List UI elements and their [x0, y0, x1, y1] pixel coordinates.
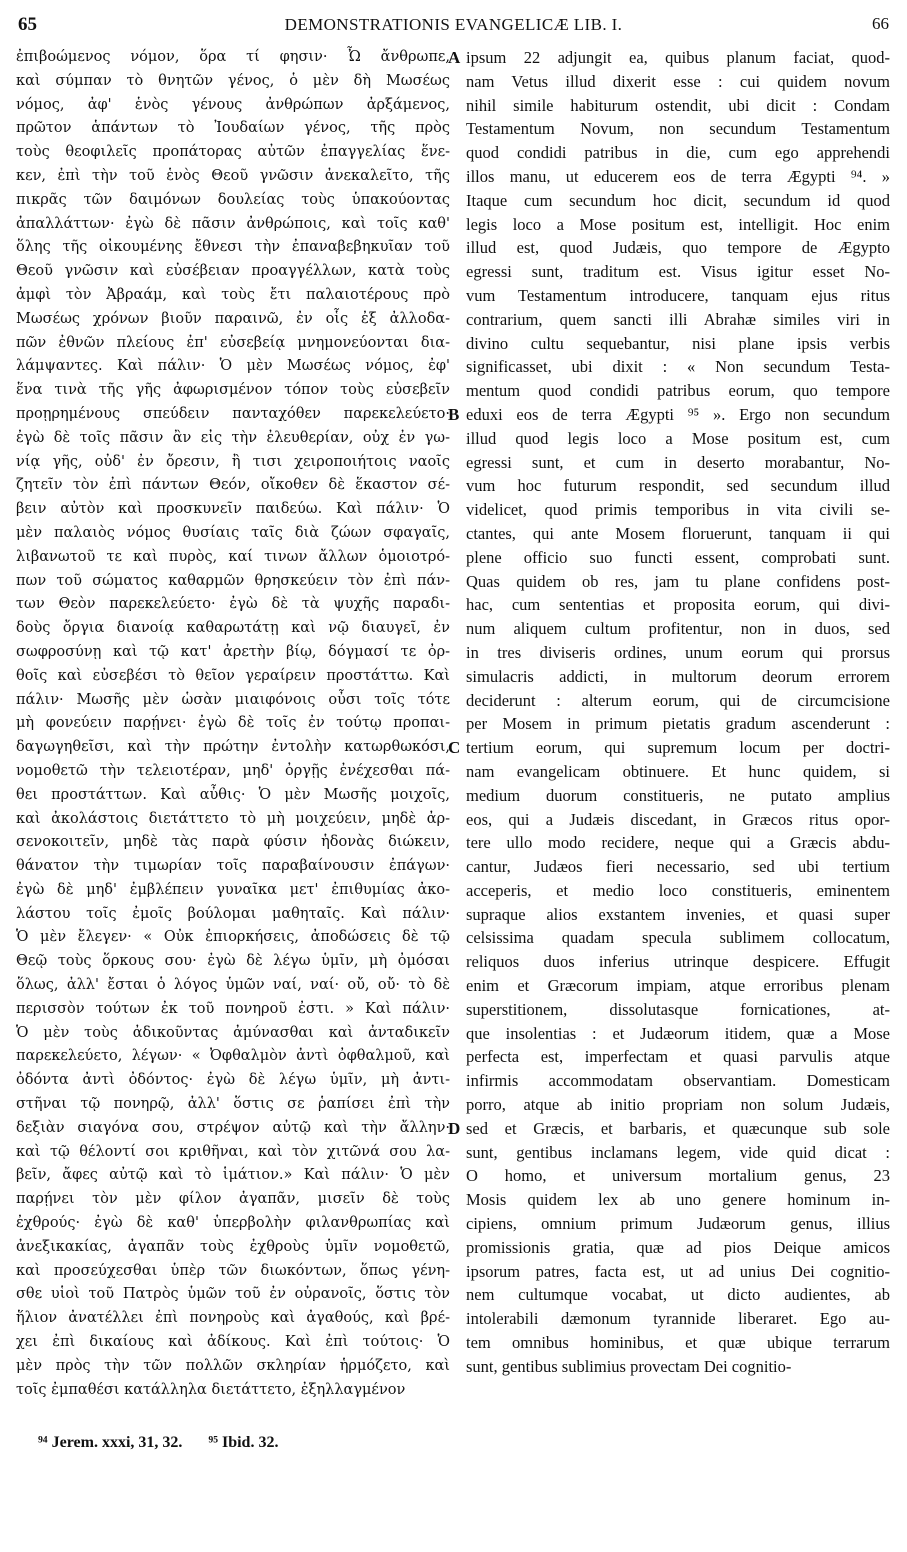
- greek-text-line: ζητεῖν τὸν ἐπὶ πάντων Θεόν, οἴκοθεν δὲ ἕκαστον σέ-: [16, 477, 450, 494]
- greek-text-line: τοὺς θεοφιλεῖς προπάτορας αὐτῶν ἐπαγγελίας ἕνε-: [16, 144, 450, 161]
- greek-text-line: σενοκοιτεῖν, μηδὲ τὰς παρὰ φύσιν ἡδονὰς διώκειν,: [16, 834, 450, 851]
- latin-text-line: egressi sunt, traditum est. Visus igitur esset No-: [466, 262, 890, 282]
- greek-text-line: Θεοῦ γνῶσιν καὶ εὐσέβειαν προαγγέλλων, κατὰ τοὺς: [16, 263, 450, 280]
- greek-text-line: Ὁ μὲν τοὺς ἀδικοῦντας ἀμύνασθαι καὶ ἀνταδικεῖν: [16, 1024, 450, 1041]
- margin-letter: C: [448, 738, 461, 758]
- latin-text-line: plene officio suo functi essent, comprobati sunt.: [466, 547, 890, 567]
- greek-text-line: νίᾳ γῆς, οὐδ' ἐν ὄρεσιν, ἢ τισι χειροποιήτοις ναοῖς: [16, 453, 450, 470]
- greek-text-line: βεῖν, ἄφες αὐτῷ καὶ τὸ ἱμάτιον.» Καὶ πάλιν· Ὁ μὲν: [16, 1167, 450, 1184]
- latin-text-column: [466, 46, 890, 1379]
- greek-text-line: ἕνα τινὰ τῆς γῆς ἀφωρισμένον τόπον τοὺς εὐσεβεῖν: [16, 382, 450, 399]
- latin-text-line: per Mosem in primum pietatis gradum ascenderunt :: [466, 714, 890, 734]
- latin-text-line: O homo, et universum mortalium genus, 23: [466, 1166, 890, 1186]
- margin-letter: A: [448, 48, 461, 67]
- greek-text-line: πων τοῦ σώματος καθαρμῶν θρησκεύειν τὸν ἐπὶ πάν-: [16, 572, 450, 589]
- margin-letter: D: [448, 1119, 461, 1138]
- greek-text-line: θει προστάττων. Καὶ αὖθις· Ὁ μὲν Μωσῆς μοιχοῖς,: [16, 786, 450, 803]
- latin-text-line: intolerabili dæmonum tyrannide liberaret. Ego au-: [466, 1309, 890, 1329]
- greek-text-line: λιβανωτοῦ τε καὶ πυρὸς, καί τινων ἄλλων ὁμοιοτρό-: [16, 548, 450, 565]
- greek-text-line: στῆναι τῷ πονηρῷ, ἀλλ' ὅστις σε ῥαπίσει ἐπὶ τὴν: [16, 1096, 450, 1113]
- latin-text-line: tere ullo modo recidere, neque qui a Græcis abdu-: [466, 833, 890, 853]
- footnote: ⁹⁴ Jerem. xxxi, 31, 32.: [38, 1434, 183, 1451]
- greek-text-line: ὀδόντα ἀντὶ ὀδόντος· ἐγὼ δὲ λέγω ὑμῖν, μὴ ἀντι-: [16, 1072, 450, 1089]
- greek-text-line: ἀπαλλάττων· ἐγὼ δὲ πᾶσιν ἀνθρώποις, καὶ τοῖς καθ': [16, 215, 450, 232]
- greek-text-line: καὶ ἀκολάστοις διετάττετο τὸ μὴ μοιχεύειν, μηδὲ ἀρ-: [16, 810, 450, 827]
- greek-text-line: βειν αὐτὸν καὶ προσκυνεῖν παιδεύω. Καὶ πάλιν· Ὁ: [16, 501, 450, 518]
- greek-text-line: ἥλιον ἀνατέλλει ἐπὶ πονηροὺς καὶ ἀγαθούς, καὶ βρέ-: [16, 1310, 450, 1327]
- latin-text-line: sunt, gentibus inclamans legem, vide quid dicat :: [466, 1142, 890, 1162]
- greek-text-line: χει ἐπὶ δικαίους καὶ ἀδίκους. Καὶ ἐπὶ τούτοις· Ὁ: [16, 1334, 450, 1351]
- latin-text-line: promissionis gratia, quæ ad pios Deique amicos: [466, 1237, 890, 1257]
- greek-text-line: κεν, ἐπὶ τὴν τοῦ ἑνὸς Θεοῦ γνῶσιν ἀνεκαλεῖτο, τῆς: [16, 167, 450, 184]
- latin-text-line: simulacris addicti, in multorum deorum errorem: [466, 666, 890, 686]
- footnote: ⁹⁵ Ibid. 32.: [208, 1434, 279, 1451]
- greek-text-line: πρῶτον ἁπάντων τὸ Ἰουδαίων γένος, τῆς πρὸς: [16, 120, 450, 137]
- greek-text-line: δοὺς ὄργια διανοίᾳ καθαρωτάτῃ καὶ νῷ διαυγεῖ, ἐν: [16, 620, 450, 637]
- greek-text-line: νομοθετῶ τὴν τελειοτέραν, μηδ' ὀργῇς ἐνέχεσθαι πά-: [16, 762, 450, 779]
- greek-text-line: ἐπιβοώμενος νόμον, ὅρα τί φησιν· Ὦ ἄνθρωπε,: [16, 49, 450, 65]
- page-number-left: 65: [18, 14, 37, 35]
- latin-text-line: tem omnibus hominibus, et quæ ubique terrarum: [466, 1333, 890, 1353]
- greek-text-line: ὅλης τῆς οἰκουμένης ἔθνεσι τὴν ἐπαναβεβηκυῖαν τοῦ: [16, 239, 450, 256]
- greek-text-line: σωφροσύνῃ καὶ τῷ κατ' ἀρετὴν βίῳ, δόγμασί τε ὀρ-: [16, 643, 450, 660]
- latin-text-line: ipsorum patres, facta est, ut ad unius Dei cognitio-: [466, 1261, 890, 1281]
- latin-text-line: vum hoc futurum respondit, sed secundum illud: [466, 476, 890, 496]
- latin-text-line: legis loco a Mose positum est, intelligit. Hoc enim: [466, 214, 890, 234]
- latin-text-line: perfecta est, imperfectam et quasi parvulis atque: [466, 1047, 890, 1067]
- greek-text-line: καὶ τῷ θέλοντί σοι κριθῆναι, καὶ τὸν χιτῶνά σου λα-: [16, 1143, 450, 1160]
- greek-text-line: λάστου τοῖς ἐμοῖς βούλομαι μαθηταῖς. Καὶ πάλιν·: [16, 905, 450, 922]
- latin-text-line: porro, atque ab initio propriam non solum Judæis,: [466, 1095, 890, 1115]
- greek-text-line: θοῖς καὶ εὐσεβέσι τὸ θεῖον γεραίρειν προστάττω. Καὶ: [16, 667, 450, 684]
- latin-text-line: nam evangelicam obtinuere. Et hunc quidem, si: [466, 761, 890, 781]
- greek-text-line: των Θεὸν παρεκελεύετο· ἐγὼ δὲ τὰ ψυχῆς παραδι-: [16, 596, 450, 613]
- latin-text-line: medium duorum constitueris, ne putato amplius: [466, 785, 890, 805]
- latin-text-line: eos, qui a Judæis discedant, in Græcos ritus opor-: [466, 809, 890, 829]
- greek-text-line: ἐχθρούς· ἐγὼ δὲ καθ' ὑπερβολὴν φιλανθρωπίας καὶ: [16, 1215, 450, 1232]
- greek-text-line: μὴ φονεύειν παρῄνει· ἐγὼ δὲ τοῖς ἐν τούτῳ προπαι-: [16, 715, 450, 732]
- latin-text-line: superstitionem, dissolutasque fornicationes, at-: [466, 999, 890, 1019]
- running-title: DEMONSTRATIONIS EVANGELICÆ LIB. I.: [284, 15, 623, 34]
- greek-text-column: [16, 46, 450, 1402]
- latin-text-line: supraque alios exstantem invenies, et quasi super: [466, 904, 890, 924]
- greek-text-line: τοῖς ἐμπαθέσι κατάλληλα διετάττετο, ἐξηλλαγμένον: [16, 1381, 406, 1398]
- latin-text-line: videlicet, quod primis temporibus in vita civili se-: [466, 500, 890, 520]
- greek-text-line: ἀμφὶ τὸν Ἀβραάμ, καὶ τοὺς ἔτι παλαιοτέρους πρὸ: [16, 286, 450, 303]
- greek-text-line: περισσὸν τούτων ἐκ τοῦ πονηροῦ ἐστι. » Καὶ πάλιν·: [16, 1000, 450, 1017]
- greek-text-line: προῃρημένους σπεύδειν πανταχόθεν παρεκελεύετο·: [16, 405, 450, 422]
- latin-text-line: divino cultu sequebantur, nisi plane ipsis verbis: [466, 333, 890, 353]
- latin-text-line: Mosis quidem lex ab uno genere hominum in-: [466, 1190, 890, 1210]
- latin-text-line: contrarium, quem sancti illi Abrahæ similes viri in: [466, 309, 890, 329]
- greek-text-line: ἐγὼ δὲ τοῖς πᾶσιν ἂν εἰς τὴν ἐλευθερίαν, οὐχ ἐν γω-: [16, 429, 450, 446]
- greek-text-line: ὅλως, ἀλλ' ἔσται ὁ λόγος ὑμῶν ναί, ναί· οὔ, οὔ· τὸ δὲ: [16, 977, 450, 994]
- greek-text-line: δαγωγηθεῖσι, καὶ τὴν πρώτην ἐντολὴν κατωρθωκόσι,: [16, 739, 450, 756]
- latin-text-line: tertium eorum, qui supremum locum per doctri-: [466, 738, 890, 758]
- latin-text-line: significasset, ubi dixit : « Non secundum Testa-: [466, 357, 890, 377]
- greek-text-line: Μωσέως χρόνων βιοῦν παραινῶ, ἐν οἷς ἐξ ἀλλοδα-: [16, 310, 450, 327]
- latin-text-line: quod condidi patribus in die, cum ego apprehendi: [466, 143, 890, 163]
- latin-text-line: ctantes, qui ante Mosem floruerunt, tanquam ii qui: [466, 523, 890, 543]
- latin-text-line: acceperis, et medio loco constitueris, eminentem: [466, 880, 890, 900]
- latin-text-line: ipsum 22 adjungit ea, quibus planum faciat, quod-: [466, 48, 890, 67]
- latin-text-line: Testamentum Novum, non secundum Testamentum: [466, 119, 890, 139]
- page-number-right: 66: [872, 14, 889, 33]
- latin-text-line: illos manu, ut educerem eos de terra Ægypti ⁹⁴. »: [466, 166, 890, 186]
- greek-text-line: δεξιὰν σιαγόνα σου, στρέψον αὐτῷ καὶ τὴν ἄλλην·: [16, 1119, 450, 1136]
- latin-text-line: Itaque cum secundum hoc dicit, secundum id quod: [466, 190, 890, 210]
- greek-text-line: καὶ προσεύχεσθαι ὑπὲρ τῶν διωκόντων, ὅπως γένη-: [16, 1262, 450, 1279]
- greek-text-line: ἐγὼ δὲ μηδ' ἐμβλέπειν γυναῖκα μετ' ἐπιθυμίας ἀκο-: [16, 881, 450, 898]
- latin-text-line: que insolentias : et Judæorum itidem, quæ a Mose: [466, 1023, 890, 1043]
- greek-text-line: μὲν παλαιὸς νόμος θυσίαις ταῖς διὰ ζώων σφαγαῖς,: [16, 524, 450, 541]
- latin-text-line: illud est, quod Judæis, quo tempore de Ægypto: [466, 238, 890, 258]
- latin-text-line: hac, cum sententias et proposita eorum, qui divi-: [466, 595, 890, 615]
- greek-text-line: καὶ σύμπαν τὸ θνητῶν γένος, ὁ μὲν δὴ Μωσέως: [16, 72, 450, 89]
- running-header: [18, 14, 889, 40]
- latin-text-line: illud quod legis loco a Mose positum est, cum: [466, 428, 890, 448]
- latin-text-line: Quas quidem ob res, jam tu plane confidens post-: [466, 571, 890, 591]
- greek-text-line: λάμψαντες. Καὶ πάλιν· Ὁ μὲν Μωσέως νόμος, ἐφ': [16, 358, 450, 375]
- greek-text-line: πικρᾶς τῶν δαιμόνων δουλείας τοὺς ὑπακούοντας: [16, 191, 450, 208]
- latin-text-line: sunt, gentibus sublimius provectam Dei cognitio-: [466, 1356, 792, 1376]
- greek-text-line: μὲν πρὸς τὴν τῶν πολλῶν σκληρίαν ἡρμόζετο, καὶ: [16, 1357, 450, 1374]
- margin-letter: B: [448, 405, 460, 424]
- greek-text-line: πῶν ἐθνῶν πλείους ἐπ' εὐσεβείᾳ μνημονεύονται δια-: [16, 334, 450, 351]
- latin-text-line: in tres diviseris ordines, unum eorum qui prorsus: [466, 642, 890, 662]
- latin-text-line: num aliquem cultum profitentur, non in duos, sed: [466, 619, 890, 639]
- greek-text-line: ἀνεξικακίας, ἀγαπᾶν τοὺς ἐχθροὺς ὑμῖν νομοθετῶ,: [16, 1238, 450, 1255]
- latin-text-line: reliquos duos inferius utrinque despicere. Effugit: [466, 952, 890, 972]
- latin-text-line: sed et Græcis, et barbaris, et quæcunque sub sole: [466, 1118, 890, 1138]
- latin-text-line: enim et Græcorum impiam, atque erroribus plenam: [466, 976, 890, 996]
- latin-text-line: nem cultumque vocabat, ut dicto audientes, ab: [466, 1285, 890, 1305]
- latin-text-line: celsissima quadam specula sublimem collocatum,: [466, 928, 890, 948]
- latin-text-line: vum Testamentum introducere, tanquam ejus ritus: [466, 285, 890, 305]
- latin-text-line: deciderunt : alterum eorum, qui de circumcisione: [466, 690, 890, 710]
- greek-text-line: θάνατον τὴν τιμωρίαν τοῖς παραβαίνουσιν ἐπάγων·: [16, 858, 450, 875]
- latin-text-line: cipiens, omnium primum Judæorum genus, illius: [466, 1214, 890, 1234]
- latin-text-line: eduxi eos de terra Ægypti ⁹⁵ ». Ergo non secundum: [466, 404, 890, 424]
- greek-text-line: Θεῷ τοὺς ὅρκους σου· ἐγὼ δὲ λέγω ὑμῖν, μὴ ὀμόσαι: [16, 953, 450, 970]
- latin-text-line: cantur, Judæos fieri necessario, sed ubi tertium: [466, 857, 890, 877]
- greek-text-line: παρεκελεύετο, λέγων· « Ὀφθαλμὸν ἀντὶ ὀφθαλμοῦ, καὶ: [16, 1048, 450, 1065]
- greek-text-line: πάλιν· Μωσῆς μὲν ὡσὰν μιαιφόνοις οὖσι τοῖς τότε: [16, 691, 450, 708]
- latin-text-line: nam Vetus illud dixerit esse : cui quidem novum: [466, 71, 890, 91]
- greek-text-line: Ὁ μὲν ἔλεγεν· « Οὐκ ἐπιορκήσεις, ἀποδώσεις δὲ τῷ: [16, 929, 450, 946]
- greek-text-line: παρῄνει τὸν μὲν φίλον ἀγαπᾶν, μισεῖν δὲ τοὺς: [16, 1191, 450, 1208]
- latin-text-line: infirmis accommodatam observantiam. Domesticam: [466, 1071, 890, 1091]
- footnotes: [38, 1434, 300, 1452]
- greek-text-line: νόμος, ἀφ' ἑνὸς γένους ἀνθρώπων ἀρξάμενος,: [16, 96, 450, 113]
- latin-text-line: mentum quod condidi patribus eorum, quo tempore: [466, 381, 890, 401]
- latin-text-line: nihil simile habiturum ostendit, ubi dicit : Condam: [466, 95, 890, 115]
- latin-text-line: egressi sunt, et cum in deserto morabantur, No-: [466, 452, 890, 472]
- greek-text-line: σθε υἱοὶ τοῦ Πατρὸς ὑμῶν τοῦ ἐν οὐρανοῖς, ὅστις τὸν: [16, 1286, 450, 1303]
